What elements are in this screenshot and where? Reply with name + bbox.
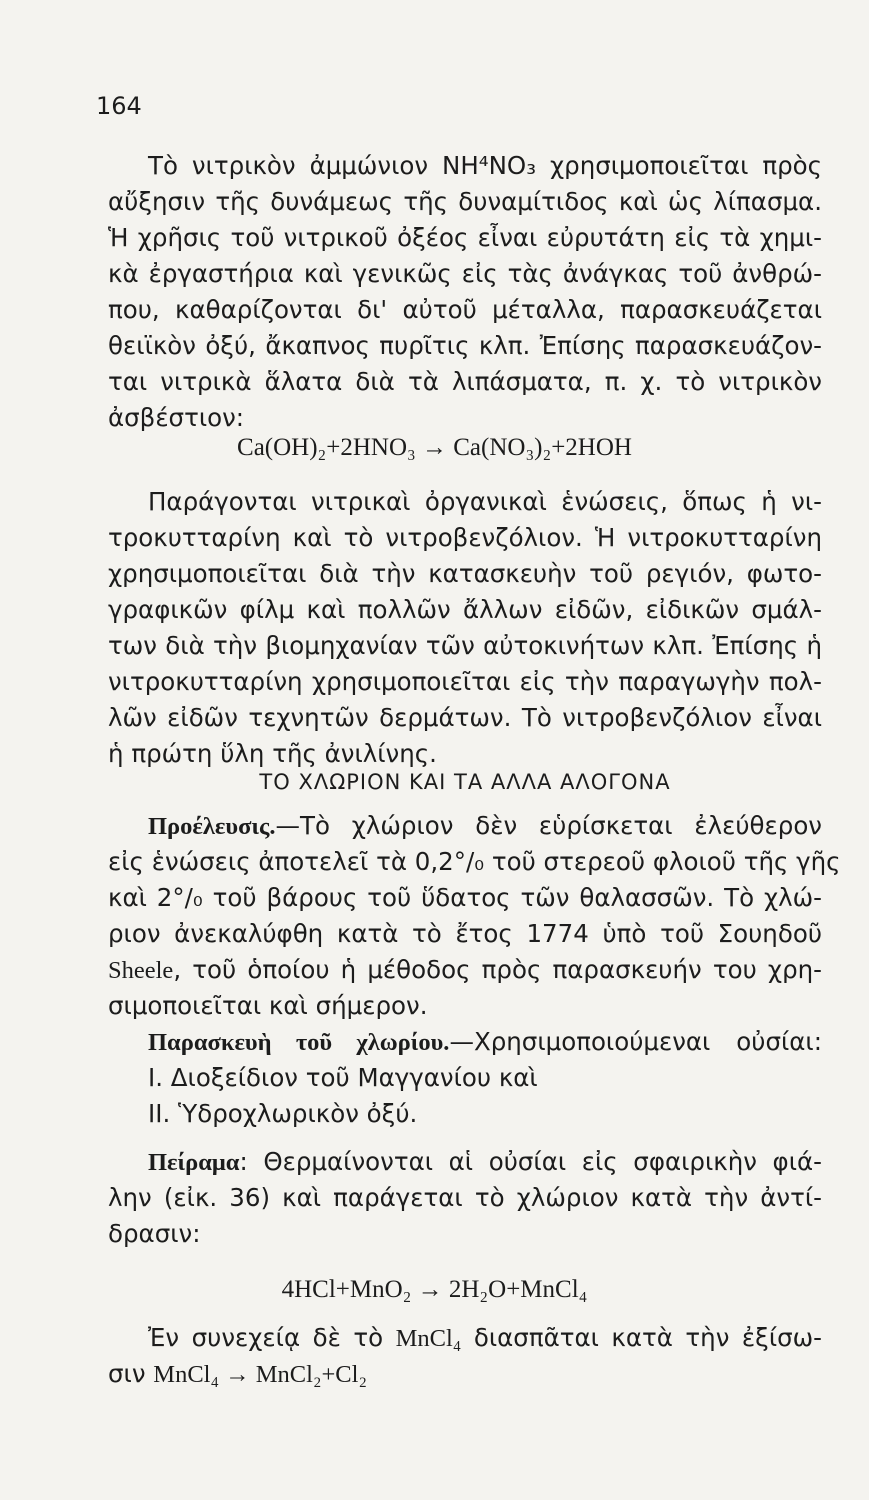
origin-label: Προέλευσις.	[148, 813, 276, 840]
text-line: Παρασκευὴ τοῦ χλωρίου.—Χρησιμοποιούμεναι οὐσίαι:	[148, 1027, 822, 1056]
text-line: Τὸ νιτρικὸν ἀμμώνιον NH⁴NO₃ χρησιμοποιεῖται πρὸς	[148, 151, 822, 180]
list-item: ΙΙ. Ὑδροχλωρικὸν ὀξύ.	[148, 1099, 418, 1128]
preparation-label: Παρασκευὴ τοῦ χλωρίου.	[148, 1029, 450, 1056]
text-line: ἀσβέστιον:	[108, 403, 245, 432]
text-line: δρασιν:	[108, 1219, 201, 1248]
text-line: Προέλευσις.—Τὸ χλώριον δὲν εὑρίσκεται ἐλεύθερον	[148, 811, 822, 840]
experiment-label: Πείραμα	[148, 1149, 240, 1176]
text-line: καὶ 2°/₀ τοῦ βάρους τοῦ ὕδατος τῶν θαλασσῶν. Τὸ χλώ-	[108, 883, 822, 912]
text-line: ριον ἀνεκαλύφθη κατὰ τὸ ἔτος 1774 ὑπὸ τοῦ Σουηδοῦ	[108, 919, 822, 948]
text-line: νιτροκυτταρίνη χρησιμοποιεῖται εἰς τὴν παραγωγὴν πολ-	[108, 667, 822, 696]
text-line: Πείραμα: Θερμαίνονται αἱ οὐσίαι εἰς σφαιρικὴν φιά-	[148, 1147, 822, 1176]
text-line: λῶν εἰδῶν τεχνητῶν δερμάτων. Τὸ νιτροβενζόλιον εἶναι	[108, 703, 822, 732]
equation-decomposition: MnCl₄ → MnCl₂+Cl₂	[153, 1361, 368, 1388]
equation-chlorine-preparation: 4HCl+MnO₂ → 2H₂O+MnCl₄	[281, 1276, 588, 1303]
text-line: αὔξησιν τῆς δυνάμεως τῆς δυναμίτιδος καὶ ὡς λίπασμα.	[108, 187, 822, 216]
text-line: σιν MnCl₄ → MnCl₂+Cl₂	[108, 1359, 368, 1388]
text-line: κὰ ἐργαστήρια καὶ γενικῶς εἰς τὰς ἀνάγκας τοῦ ἀνθρώ-	[108, 259, 822, 288]
text-line: εἰς ἑνώσεις ἀποτελεῖ τὰ 0,2°/₀ τοῦ στερεοῦ φλοιοῦ τῆς γῆς	[108, 847, 841, 876]
text-line: τροκυτταρίνη καὶ τὸ νιτροβενζόλιον. Ἡ νιτροκυτταρίνη	[108, 523, 822, 552]
text-line: χρησιμοποιεῖται διὰ τὴν κατασκευὴν τοῦ ρεγιόν, φωτο-	[108, 559, 822, 588]
text-line: Sheele, τοῦ ὁποίου ἡ μέθοδος πρὸς παρασκευήν του χρη-	[108, 955, 822, 984]
section-heading: ΤΟ ΧΛΩΡΙΟΝ ΚΑΙ ΤΑ ΑΛΛΑ ΑΛΟΓΟΝΑ	[259, 770, 671, 794]
text-line: που, καθαρίζονται δι' αὐτοῦ μέταλλα, παρασκευάζεται	[108, 295, 822, 324]
page-number: 164	[96, 92, 142, 120]
list-item: Ι. Διοξείδιον τοῦ Μαγγανίου καὶ	[148, 1063, 538, 1092]
text-line: λην (εἰκ. 36) καὶ παράγεται τὸ χλώριον κατὰ τὴν ἀντί-	[108, 1183, 822, 1212]
text-line: ἡ πρώτη ὕλη τῆς ἀνιλίνης.	[108, 739, 437, 768]
text-line: σιμοποιεῖται καὶ σήμερον.	[108, 991, 428, 1020]
text-line: Παράγονται νιτρικαὶ ὀργανικαὶ ἑνώσεις, ὅπως ἡ νι-	[148, 487, 822, 516]
text-line: θειϊκὸν ὀξύ, ἄκαπνος πυρῖτις κλπ. Ἐπίσης παρασκευάζον-	[108, 331, 822, 360]
text-line: γραφικῶν φίλμ καὶ πολλῶν ἄλλων εἰδῶν, εἰδικῶν σμάλ-	[108, 595, 822, 624]
equation-calcium-nitrate: Ca(OH)₂+2HNO₃ → Ca(NO₃)₂+2HOH	[237, 434, 632, 461]
text-line: των διὰ τὴν βιομηχανίαν τῶν αὐτοκινήτων κλπ. Ἐπίσης ἡ	[108, 631, 822, 660]
text-line: ται νιτρικὰ ἅλατα διὰ τὰ λιπάσματα, π. χ. τὸ νιτρικὸν	[108, 367, 822, 396]
text-line: Ἡ χρῆσις τοῦ νιτρικοῦ ὀξέος εἶναι εὐρυτάτη εἰς τὰ χημι-	[108, 223, 822, 252]
text-line: Ἐν συνεχείᾳ δὲ τὸ MnCl₄ διασπᾶται κατὰ τὴν ἐξίσω-	[148, 1323, 822, 1352]
